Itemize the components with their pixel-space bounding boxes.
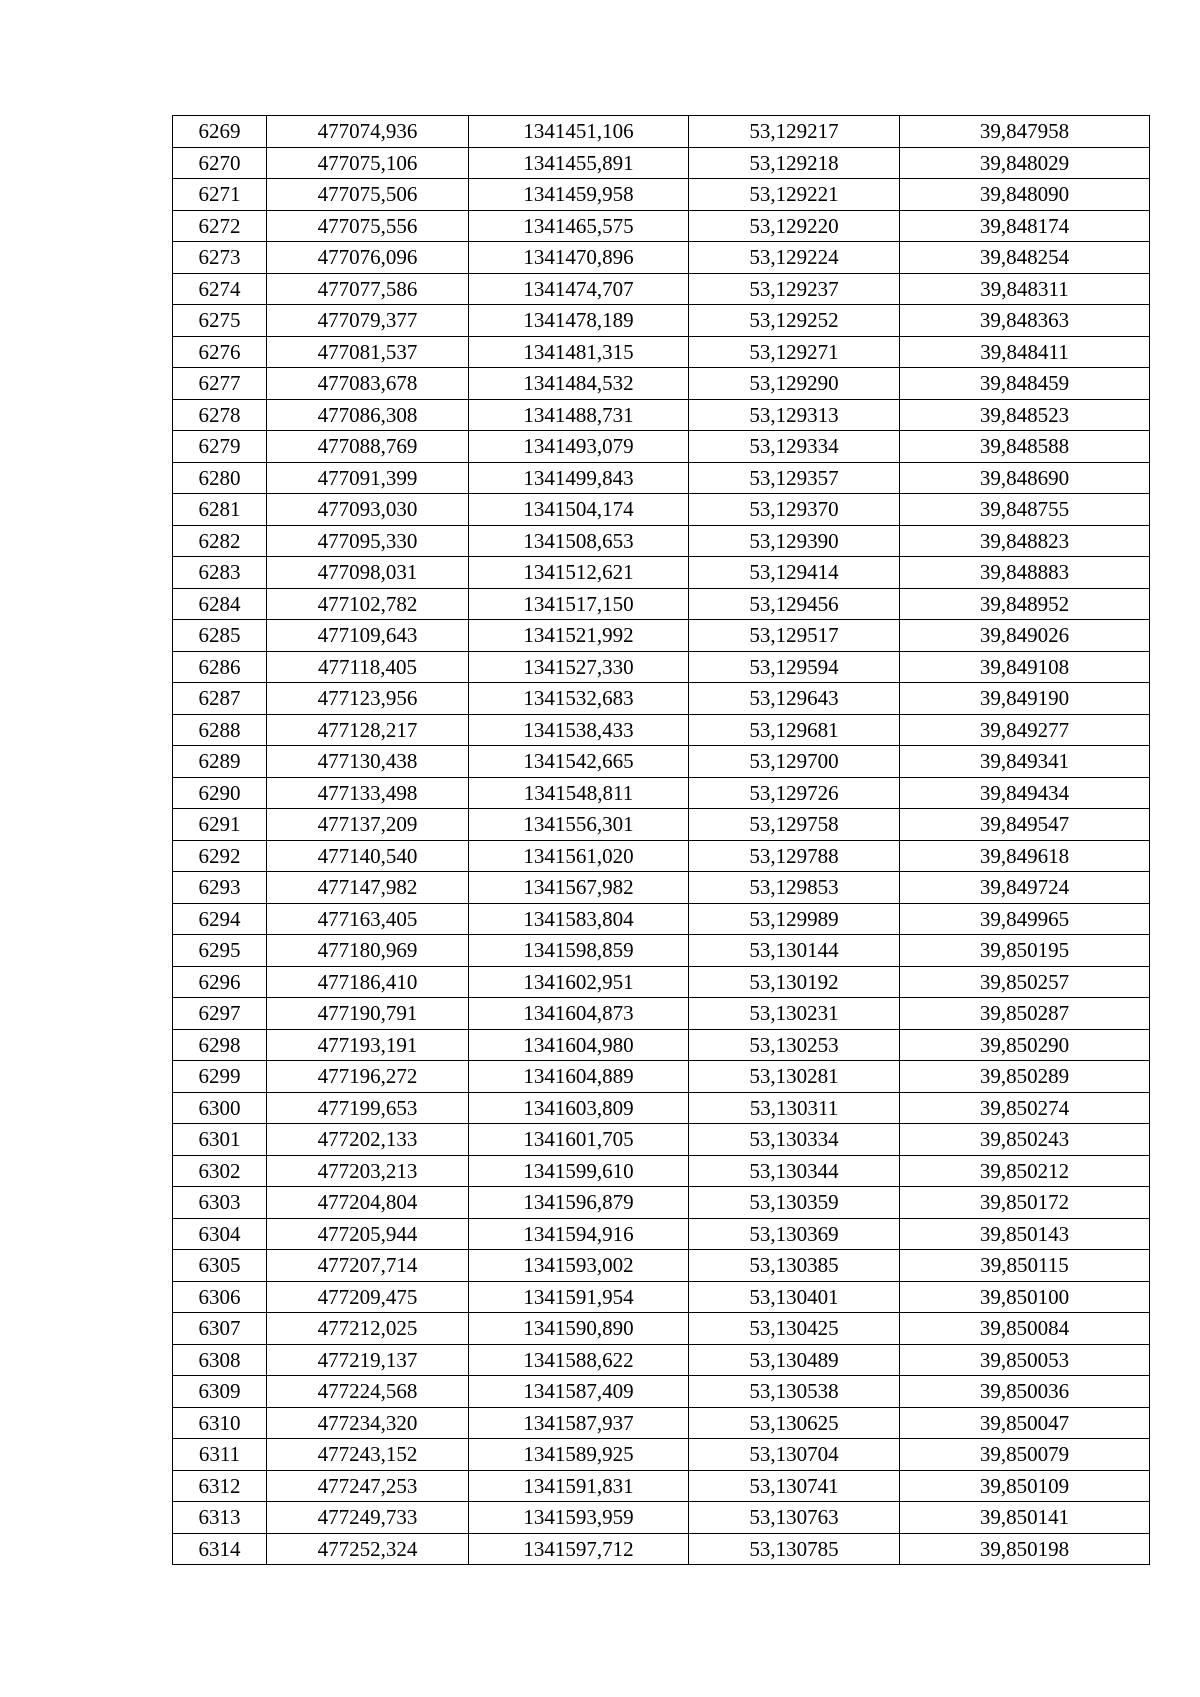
latitude-cell: 53,129643 bbox=[689, 683, 900, 715]
y-coordinate-cell: 1341591,831 bbox=[469, 1470, 689, 1502]
x-coordinate-cell: 477086,308 bbox=[267, 399, 469, 431]
x-coordinate-cell: 477193,191 bbox=[267, 1029, 469, 1061]
longitude-cell: 39,849547 bbox=[900, 809, 1150, 841]
x-coordinate-cell: 477081,537 bbox=[267, 336, 469, 368]
point-number-cell: 6271 bbox=[173, 179, 267, 211]
x-coordinate-cell: 477203,213 bbox=[267, 1155, 469, 1187]
x-coordinate-cell: 477196,272 bbox=[267, 1061, 469, 1093]
latitude-cell: 53,129700 bbox=[689, 746, 900, 778]
longitude-cell: 39,848029 bbox=[900, 147, 1150, 179]
longitude-cell: 39,848411 bbox=[900, 336, 1150, 368]
point-number-cell: 6281 bbox=[173, 494, 267, 526]
latitude-cell: 53,129681 bbox=[689, 714, 900, 746]
point-number-cell: 6306 bbox=[173, 1281, 267, 1313]
table-row bbox=[173, 1029, 1150, 1061]
longitude-cell: 39,848311 bbox=[900, 273, 1150, 305]
x-coordinate-cell: 477180,969 bbox=[267, 935, 469, 967]
x-coordinate-cell: 477247,253 bbox=[267, 1470, 469, 1502]
y-coordinate-cell: 1341590,890 bbox=[469, 1313, 689, 1345]
longitude-cell: 39,850047 bbox=[900, 1407, 1150, 1439]
latitude-cell: 53,129370 bbox=[689, 494, 900, 526]
table-row bbox=[173, 714, 1150, 746]
point-number-cell: 6279 bbox=[173, 431, 267, 463]
latitude-cell: 53,129788 bbox=[689, 840, 900, 872]
x-coordinate-cell: 477234,320 bbox=[267, 1407, 469, 1439]
coordinates-table-body bbox=[173, 116, 1150, 1565]
table-row bbox=[173, 1250, 1150, 1282]
table-row bbox=[173, 651, 1150, 683]
y-coordinate-cell: 1341556,301 bbox=[469, 809, 689, 841]
table-row bbox=[173, 1376, 1150, 1408]
longitude-cell: 39,850115 bbox=[900, 1250, 1150, 1282]
latitude-cell: 53,130401 bbox=[689, 1281, 900, 1313]
y-coordinate-cell: 1341587,937 bbox=[469, 1407, 689, 1439]
table-row bbox=[173, 588, 1150, 620]
y-coordinate-cell: 1341508,653 bbox=[469, 525, 689, 557]
latitude-cell: 53,129594 bbox=[689, 651, 900, 683]
table-row bbox=[173, 935, 1150, 967]
latitude-cell: 53,130192 bbox=[689, 966, 900, 998]
y-coordinate-cell: 1341591,954 bbox=[469, 1281, 689, 1313]
table-row bbox=[173, 1124, 1150, 1156]
x-coordinate-cell: 477209,475 bbox=[267, 1281, 469, 1313]
latitude-cell: 53,130369 bbox=[689, 1218, 900, 1250]
y-coordinate-cell: 1341474,707 bbox=[469, 273, 689, 305]
latitude-cell: 53,130281 bbox=[689, 1061, 900, 1093]
table-row bbox=[173, 368, 1150, 400]
y-coordinate-cell: 1341561,020 bbox=[469, 840, 689, 872]
x-coordinate-cell: 477123,956 bbox=[267, 683, 469, 715]
x-coordinate-cell: 477140,540 bbox=[267, 840, 469, 872]
x-coordinate-cell: 477109,643 bbox=[267, 620, 469, 652]
longitude-cell: 39,849434 bbox=[900, 777, 1150, 809]
latitude-cell: 53,129989 bbox=[689, 903, 900, 935]
x-coordinate-cell: 477137,209 bbox=[267, 809, 469, 841]
y-coordinate-cell: 1341602,951 bbox=[469, 966, 689, 998]
point-number-cell: 6313 bbox=[173, 1502, 267, 1534]
point-number-cell: 6270 bbox=[173, 147, 267, 179]
latitude-cell: 53,130763 bbox=[689, 1502, 900, 1534]
y-coordinate-cell: 1341470,896 bbox=[469, 242, 689, 274]
table-row bbox=[173, 1092, 1150, 1124]
latitude-cell: 53,130344 bbox=[689, 1155, 900, 1187]
y-coordinate-cell: 1341488,731 bbox=[469, 399, 689, 431]
table-row bbox=[173, 431, 1150, 463]
table-row bbox=[173, 525, 1150, 557]
longitude-cell: 39,849026 bbox=[900, 620, 1150, 652]
x-coordinate-cell: 477219,137 bbox=[267, 1344, 469, 1376]
longitude-cell: 39,850243 bbox=[900, 1124, 1150, 1156]
y-coordinate-cell: 1341521,992 bbox=[469, 620, 689, 652]
point-number-cell: 6273 bbox=[173, 242, 267, 274]
point-number-cell: 6291 bbox=[173, 809, 267, 841]
y-coordinate-cell: 1341459,958 bbox=[469, 179, 689, 211]
x-coordinate-cell: 477075,556 bbox=[267, 210, 469, 242]
y-coordinate-cell: 1341538,433 bbox=[469, 714, 689, 746]
table-row bbox=[173, 210, 1150, 242]
longitude-cell: 39,850212 bbox=[900, 1155, 1150, 1187]
point-number-cell: 6282 bbox=[173, 525, 267, 557]
table-row bbox=[173, 746, 1150, 778]
y-coordinate-cell: 1341593,959 bbox=[469, 1502, 689, 1534]
longitude-cell: 39,848090 bbox=[900, 179, 1150, 211]
x-coordinate-cell: 477118,405 bbox=[267, 651, 469, 683]
point-number-cell: 6284 bbox=[173, 588, 267, 620]
x-coordinate-cell: 477076,096 bbox=[267, 242, 469, 274]
table-row bbox=[173, 557, 1150, 589]
y-coordinate-cell: 1341604,980 bbox=[469, 1029, 689, 1061]
table-row bbox=[173, 179, 1150, 211]
table-row bbox=[173, 620, 1150, 652]
point-number-cell: 6288 bbox=[173, 714, 267, 746]
table-row bbox=[173, 966, 1150, 998]
x-coordinate-cell: 477128,217 bbox=[267, 714, 469, 746]
x-coordinate-cell: 477079,377 bbox=[267, 305, 469, 337]
longitude-cell: 39,850290 bbox=[900, 1029, 1150, 1061]
table-row bbox=[173, 1155, 1150, 1187]
x-coordinate-cell: 477075,106 bbox=[267, 147, 469, 179]
table-row bbox=[173, 903, 1150, 935]
latitude-cell: 53,130704 bbox=[689, 1439, 900, 1471]
longitude-cell: 39,850079 bbox=[900, 1439, 1150, 1471]
longitude-cell: 39,848883 bbox=[900, 557, 1150, 589]
table-row bbox=[173, 683, 1150, 715]
y-coordinate-cell: 1341455,891 bbox=[469, 147, 689, 179]
y-coordinate-cell: 1341587,409 bbox=[469, 1376, 689, 1408]
longitude-cell: 39,849108 bbox=[900, 651, 1150, 683]
x-coordinate-cell: 477083,678 bbox=[267, 368, 469, 400]
latitude-cell: 53,130231 bbox=[689, 998, 900, 1030]
y-coordinate-cell: 1341596,879 bbox=[469, 1187, 689, 1219]
longitude-cell: 39,848755 bbox=[900, 494, 1150, 526]
longitude-cell: 39,850289 bbox=[900, 1061, 1150, 1093]
point-number-cell: 6307 bbox=[173, 1313, 267, 1345]
point-number-cell: 6309 bbox=[173, 1376, 267, 1408]
longitude-cell: 39,850141 bbox=[900, 1502, 1150, 1534]
table-row bbox=[173, 809, 1150, 841]
table-row bbox=[173, 494, 1150, 526]
longitude-cell: 39,850172 bbox=[900, 1187, 1150, 1219]
latitude-cell: 53,129313 bbox=[689, 399, 900, 431]
latitude-cell: 53,129517 bbox=[689, 620, 900, 652]
point-number-cell: 6312 bbox=[173, 1470, 267, 1502]
latitude-cell: 53,130359 bbox=[689, 1187, 900, 1219]
longitude-cell: 39,850274 bbox=[900, 1092, 1150, 1124]
table-row bbox=[173, 305, 1150, 337]
x-coordinate-cell: 477212,025 bbox=[267, 1313, 469, 1345]
coordinates-table bbox=[172, 115, 1150, 1565]
point-number-cell: 6299 bbox=[173, 1061, 267, 1093]
table-row bbox=[173, 1502, 1150, 1534]
y-coordinate-cell: 1341532,683 bbox=[469, 683, 689, 715]
x-coordinate-cell: 477163,405 bbox=[267, 903, 469, 935]
y-coordinate-cell: 1341604,873 bbox=[469, 998, 689, 1030]
table-row bbox=[173, 840, 1150, 872]
point-number-cell: 6285 bbox=[173, 620, 267, 652]
longitude-cell: 39,847958 bbox=[900, 116, 1150, 148]
longitude-cell: 39,848459 bbox=[900, 368, 1150, 400]
x-coordinate-cell: 477243,152 bbox=[267, 1439, 469, 1471]
latitude-cell: 53,130334 bbox=[689, 1124, 900, 1156]
table-row bbox=[173, 1344, 1150, 1376]
table-row bbox=[173, 399, 1150, 431]
point-number-cell: 6275 bbox=[173, 305, 267, 337]
x-coordinate-cell: 477199,653 bbox=[267, 1092, 469, 1124]
point-number-cell: 6274 bbox=[173, 273, 267, 305]
point-number-cell: 6300 bbox=[173, 1092, 267, 1124]
point-number-cell: 6296 bbox=[173, 966, 267, 998]
longitude-cell: 39,850109 bbox=[900, 1470, 1150, 1502]
x-coordinate-cell: 477252,324 bbox=[267, 1533, 469, 1565]
table-row bbox=[173, 1218, 1150, 1250]
point-number-cell: 6310 bbox=[173, 1407, 267, 1439]
x-coordinate-cell: 477095,330 bbox=[267, 525, 469, 557]
longitude-cell: 39,849965 bbox=[900, 903, 1150, 935]
longitude-cell: 39,850100 bbox=[900, 1281, 1150, 1313]
latitude-cell: 53,129390 bbox=[689, 525, 900, 557]
table-row bbox=[173, 336, 1150, 368]
y-coordinate-cell: 1341588,622 bbox=[469, 1344, 689, 1376]
y-coordinate-cell: 1341594,916 bbox=[469, 1218, 689, 1250]
x-coordinate-cell: 477102,782 bbox=[267, 588, 469, 620]
y-coordinate-cell: 1341481,315 bbox=[469, 336, 689, 368]
latitude-cell: 53,130253 bbox=[689, 1029, 900, 1061]
y-coordinate-cell: 1341465,575 bbox=[469, 210, 689, 242]
y-coordinate-cell: 1341499,843 bbox=[469, 462, 689, 494]
point-number-cell: 6304 bbox=[173, 1218, 267, 1250]
longitude-cell: 39,850053 bbox=[900, 1344, 1150, 1376]
point-number-cell: 6294 bbox=[173, 903, 267, 935]
x-coordinate-cell: 477202,133 bbox=[267, 1124, 469, 1156]
longitude-cell: 39,848823 bbox=[900, 525, 1150, 557]
y-coordinate-cell: 1341451,106 bbox=[469, 116, 689, 148]
point-number-cell: 6314 bbox=[173, 1533, 267, 1565]
point-number-cell: 6297 bbox=[173, 998, 267, 1030]
table-row bbox=[173, 1439, 1150, 1471]
longitude-cell: 39,850198 bbox=[900, 1533, 1150, 1565]
table-row bbox=[173, 998, 1150, 1030]
point-number-cell: 6283 bbox=[173, 557, 267, 589]
y-coordinate-cell: 1341583,804 bbox=[469, 903, 689, 935]
latitude-cell: 53,129414 bbox=[689, 557, 900, 589]
table-row bbox=[173, 872, 1150, 904]
point-number-cell: 6305 bbox=[173, 1250, 267, 1282]
point-number-cell: 6280 bbox=[173, 462, 267, 494]
point-number-cell: 6292 bbox=[173, 840, 267, 872]
latitude-cell: 53,129252 bbox=[689, 305, 900, 337]
latitude-cell: 53,129217 bbox=[689, 116, 900, 148]
y-coordinate-cell: 1341548,811 bbox=[469, 777, 689, 809]
longitude-cell: 39,850036 bbox=[900, 1376, 1150, 1408]
longitude-cell: 39,850195 bbox=[900, 935, 1150, 967]
latitude-cell: 53,129456 bbox=[689, 588, 900, 620]
x-coordinate-cell: 477190,791 bbox=[267, 998, 469, 1030]
table-row bbox=[173, 777, 1150, 809]
longitude-cell: 39,849618 bbox=[900, 840, 1150, 872]
longitude-cell: 39,850143 bbox=[900, 1218, 1150, 1250]
y-coordinate-cell: 1341478,189 bbox=[469, 305, 689, 337]
point-number-cell: 6276 bbox=[173, 336, 267, 368]
y-coordinate-cell: 1341504,174 bbox=[469, 494, 689, 526]
y-coordinate-cell: 1341601,705 bbox=[469, 1124, 689, 1156]
y-coordinate-cell: 1341493,079 bbox=[469, 431, 689, 463]
longitude-cell: 39,849341 bbox=[900, 746, 1150, 778]
latitude-cell: 53,130425 bbox=[689, 1313, 900, 1345]
table-row bbox=[173, 1407, 1150, 1439]
latitude-cell: 53,129334 bbox=[689, 431, 900, 463]
point-number-cell: 6269 bbox=[173, 116, 267, 148]
longitude-cell: 39,849724 bbox=[900, 872, 1150, 904]
point-number-cell: 6277 bbox=[173, 368, 267, 400]
point-number-cell: 6286 bbox=[173, 651, 267, 683]
x-coordinate-cell: 477186,410 bbox=[267, 966, 469, 998]
longitude-cell: 39,848952 bbox=[900, 588, 1150, 620]
latitude-cell: 53,130311 bbox=[689, 1092, 900, 1124]
point-number-cell: 6303 bbox=[173, 1187, 267, 1219]
table-row bbox=[173, 1313, 1150, 1345]
x-coordinate-cell: 477249,733 bbox=[267, 1502, 469, 1534]
y-coordinate-cell: 1341597,712 bbox=[469, 1533, 689, 1565]
longitude-cell: 39,850287 bbox=[900, 998, 1150, 1030]
latitude-cell: 53,129290 bbox=[689, 368, 900, 400]
x-coordinate-cell: 477224,568 bbox=[267, 1376, 469, 1408]
latitude-cell: 53,130538 bbox=[689, 1376, 900, 1408]
longitude-cell: 39,850084 bbox=[900, 1313, 1150, 1345]
longitude-cell: 39,848523 bbox=[900, 399, 1150, 431]
longitude-cell: 39,850257 bbox=[900, 966, 1150, 998]
point-number-cell: 6301 bbox=[173, 1124, 267, 1156]
longitude-cell: 39,848588 bbox=[900, 431, 1150, 463]
longitude-cell: 39,848174 bbox=[900, 210, 1150, 242]
x-coordinate-cell: 477077,586 bbox=[267, 273, 469, 305]
latitude-cell: 53,130625 bbox=[689, 1407, 900, 1439]
y-coordinate-cell: 1341599,610 bbox=[469, 1155, 689, 1187]
x-coordinate-cell: 477088,769 bbox=[267, 431, 469, 463]
longitude-cell: 39,849190 bbox=[900, 683, 1150, 715]
x-coordinate-cell: 477074,936 bbox=[267, 116, 469, 148]
y-coordinate-cell: 1341484,532 bbox=[469, 368, 689, 400]
latitude-cell: 53,129237 bbox=[689, 273, 900, 305]
y-coordinate-cell: 1341512,621 bbox=[469, 557, 689, 589]
point-number-cell: 6272 bbox=[173, 210, 267, 242]
latitude-cell: 53,129218 bbox=[689, 147, 900, 179]
x-coordinate-cell: 477091,399 bbox=[267, 462, 469, 494]
latitude-cell: 53,129271 bbox=[689, 336, 900, 368]
table-row bbox=[173, 242, 1150, 274]
y-coordinate-cell: 1341603,809 bbox=[469, 1092, 689, 1124]
point-number-cell: 6293 bbox=[173, 872, 267, 904]
point-number-cell: 6298 bbox=[173, 1029, 267, 1061]
x-coordinate-cell: 477204,804 bbox=[267, 1187, 469, 1219]
point-number-cell: 6290 bbox=[173, 777, 267, 809]
y-coordinate-cell: 1341604,889 bbox=[469, 1061, 689, 1093]
longitude-cell: 39,848254 bbox=[900, 242, 1150, 274]
table-row bbox=[173, 1281, 1150, 1313]
x-coordinate-cell: 477093,030 bbox=[267, 494, 469, 526]
longitude-cell: 39,848690 bbox=[900, 462, 1150, 494]
point-number-cell: 6302 bbox=[173, 1155, 267, 1187]
latitude-cell: 53,129220 bbox=[689, 210, 900, 242]
x-coordinate-cell: 477207,714 bbox=[267, 1250, 469, 1282]
table-row bbox=[173, 1187, 1150, 1219]
table-row bbox=[173, 1470, 1150, 1502]
y-coordinate-cell: 1341598,859 bbox=[469, 935, 689, 967]
latitude-cell: 53,129224 bbox=[689, 242, 900, 274]
latitude-cell: 53,130785 bbox=[689, 1533, 900, 1565]
point-number-cell: 6287 bbox=[173, 683, 267, 715]
point-number-cell: 6295 bbox=[173, 935, 267, 967]
latitude-cell: 53,130385 bbox=[689, 1250, 900, 1282]
table-row bbox=[173, 1061, 1150, 1093]
longitude-cell: 39,849277 bbox=[900, 714, 1150, 746]
point-number-cell: 6289 bbox=[173, 746, 267, 778]
y-coordinate-cell: 1341593,002 bbox=[469, 1250, 689, 1282]
x-coordinate-cell: 477130,438 bbox=[267, 746, 469, 778]
x-coordinate-cell: 477075,506 bbox=[267, 179, 469, 211]
latitude-cell: 53,130741 bbox=[689, 1470, 900, 1502]
y-coordinate-cell: 1341589,925 bbox=[469, 1439, 689, 1471]
latitude-cell: 53,129357 bbox=[689, 462, 900, 494]
latitude-cell: 53,129726 bbox=[689, 777, 900, 809]
y-coordinate-cell: 1341527,330 bbox=[469, 651, 689, 683]
point-number-cell: 6308 bbox=[173, 1344, 267, 1376]
x-coordinate-cell: 477147,982 bbox=[267, 872, 469, 904]
x-coordinate-cell: 477098,031 bbox=[267, 557, 469, 589]
longitude-cell: 39,848363 bbox=[900, 305, 1150, 337]
table-row bbox=[173, 147, 1150, 179]
y-coordinate-cell: 1341517,150 bbox=[469, 588, 689, 620]
point-number-cell: 6278 bbox=[173, 399, 267, 431]
latitude-cell: 53,129758 bbox=[689, 809, 900, 841]
table-row bbox=[173, 273, 1150, 305]
latitude-cell: 53,130489 bbox=[689, 1344, 900, 1376]
point-number-cell: 6311 bbox=[173, 1439, 267, 1471]
y-coordinate-cell: 1341542,665 bbox=[469, 746, 689, 778]
table-row bbox=[173, 116, 1150, 148]
x-coordinate-cell: 477205,944 bbox=[267, 1218, 469, 1250]
latitude-cell: 53,130144 bbox=[689, 935, 900, 967]
x-coordinate-cell: 477133,498 bbox=[267, 777, 469, 809]
latitude-cell: 53,129853 bbox=[689, 872, 900, 904]
latitude-cell: 53,129221 bbox=[689, 179, 900, 211]
table-row bbox=[173, 462, 1150, 494]
table-row bbox=[173, 1533, 1150, 1565]
y-coordinate-cell: 1341567,982 bbox=[469, 872, 689, 904]
